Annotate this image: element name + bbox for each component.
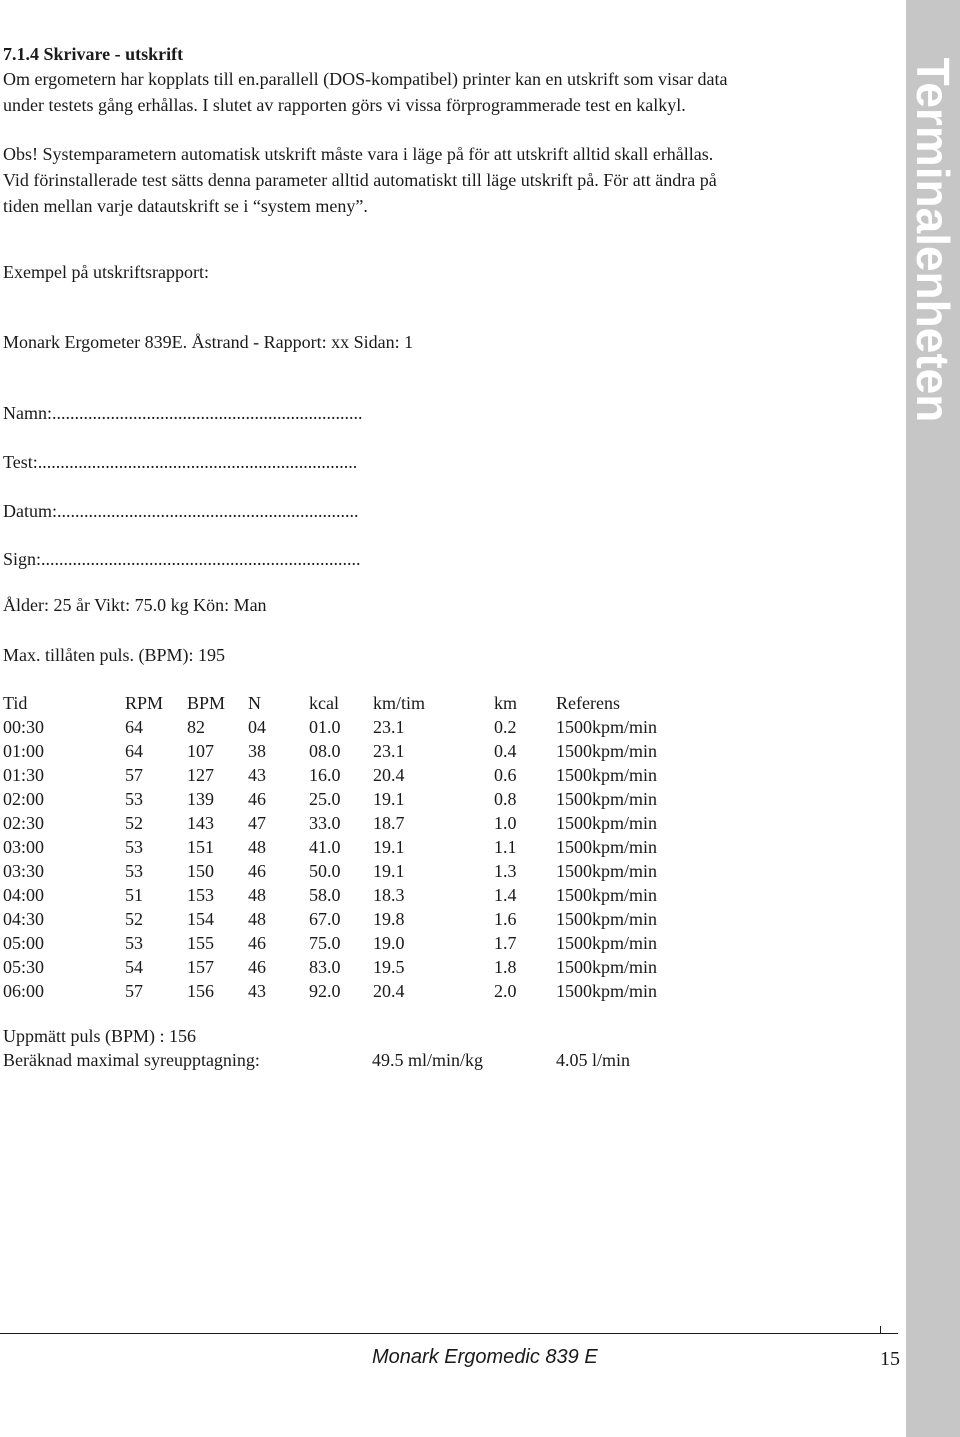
table-cell: 1.7 xyxy=(494,932,517,953)
table-cell: 19.8 xyxy=(373,908,405,929)
table-cell: 41.0 xyxy=(309,836,341,857)
table-cell: 38 xyxy=(248,740,266,761)
table-cell: 1500kpm/min xyxy=(556,908,658,929)
table-cell: 06:00 xyxy=(3,980,45,1001)
intro-line-1: Om ergometern har kopplats till en.parallell (DOS-kompatibel) printer kan en utskrift som visar data xyxy=(3,69,728,89)
column-header: km/tim xyxy=(373,692,426,713)
table-cell: 0.4 xyxy=(494,740,517,761)
table-cell: 0.2 xyxy=(494,716,517,737)
table-cell: 52 xyxy=(125,812,143,833)
note-line-2: Vid förinstallerade test sätts denna parameter alltid automatiskt till läge utskrift på. För att ändra på xyxy=(3,170,717,190)
table-cell: 23.1 xyxy=(373,716,405,737)
table-row xyxy=(3,883,696,907)
table-cell: 23.1 xyxy=(373,740,405,761)
table-cell: 1.3 xyxy=(494,860,517,881)
table-cell: 0.6 xyxy=(494,764,517,785)
table-cell: 43 xyxy=(248,764,266,785)
table-row xyxy=(3,955,696,979)
table-cell: 19.1 xyxy=(373,836,405,857)
table-cell: 1500kpm/min xyxy=(556,884,658,905)
table-cell: 00:30 xyxy=(3,716,45,737)
table-cell: 04:00 xyxy=(3,884,45,905)
table-row xyxy=(3,763,696,787)
table-cell: 01.0 xyxy=(309,716,341,737)
table-cell: 18.3 xyxy=(373,884,405,905)
table-cell: 151 xyxy=(187,836,214,857)
table-cell: 18.7 xyxy=(373,812,405,833)
table-cell: 05:30 xyxy=(3,956,45,977)
table-cell: 57 xyxy=(125,764,143,785)
column-header: Referens xyxy=(556,692,620,713)
vo2-relative: 49.5 ml/min/kg xyxy=(372,1050,484,1070)
field-namn: Namn:..................................................................... xyxy=(3,403,363,423)
table-cell: 19.1 xyxy=(373,788,405,809)
table-cell: 150 xyxy=(187,860,214,881)
table-cell: 33.0 xyxy=(309,812,341,833)
table-row xyxy=(3,715,696,739)
table-cell: 48 xyxy=(248,908,266,929)
table-cell: 25.0 xyxy=(309,788,341,809)
table-cell: 1500kpm/min xyxy=(556,932,658,953)
column-header: BPM xyxy=(187,692,226,713)
table-cell: 157 xyxy=(187,956,214,977)
table-cell: 53 xyxy=(125,836,143,857)
table-cell: 1500kpm/min xyxy=(556,812,658,833)
table-row xyxy=(3,835,696,859)
table-cell: 48 xyxy=(248,836,266,857)
table-cell: 1.1 xyxy=(494,836,517,857)
table-cell: 20.4 xyxy=(373,980,405,1001)
table-row xyxy=(3,811,696,835)
vo2-label: Beräknad maximal syreupptagning: xyxy=(3,1050,260,1070)
table-cell: 64 xyxy=(125,716,143,737)
table-cell: 107 xyxy=(187,740,214,761)
footer-tick xyxy=(880,1326,881,1333)
table-cell: 03:00 xyxy=(3,836,45,857)
table-cell: 1.4 xyxy=(494,884,517,905)
table-cell: 1500kpm/min xyxy=(556,980,658,1001)
table-cell: 143 xyxy=(187,812,214,833)
table-cell: 1500kpm/min xyxy=(556,836,658,857)
table-cell: 19.1 xyxy=(373,860,405,881)
measured-pulse: Uppmätt puls (BPM) : 156 xyxy=(3,1026,197,1046)
note-paragraph xyxy=(3,141,903,219)
table-cell: 05:00 xyxy=(3,932,45,953)
note-line-3: tiden mellan varje datautskrift se i “system meny”. xyxy=(3,196,368,216)
table-cell: 50.0 xyxy=(309,860,341,881)
table-cell: 48 xyxy=(248,884,266,905)
column-header: RPM xyxy=(125,692,164,713)
table-cell: 51 xyxy=(125,884,143,905)
column-header: Tid xyxy=(3,692,28,713)
footer-title: Monark Ergomedic 839 E xyxy=(372,1346,598,1368)
table-cell: 1500kpm/min xyxy=(556,860,658,881)
table-cell: 46 xyxy=(248,788,266,809)
footer-rule xyxy=(0,1333,898,1334)
table-row xyxy=(3,931,696,955)
table-cell: 46 xyxy=(248,860,266,881)
table-cell: 92.0 xyxy=(309,980,341,1001)
column-header: kcal xyxy=(309,692,339,713)
table-header-row xyxy=(3,691,696,715)
table-cell: 1500kpm/min xyxy=(556,956,658,977)
table-cell: 57 xyxy=(125,980,143,1001)
example-label: Exempel på utskriftsrapport: xyxy=(3,262,209,282)
section-title: 7.1.4 Skrivare - utskrift xyxy=(3,44,184,64)
table-cell: 0.8 xyxy=(494,788,517,809)
table-cell: 02:00 xyxy=(3,788,45,809)
table-cell: 156 xyxy=(187,980,214,1001)
table-cell: 1500kpm/min xyxy=(556,716,658,737)
table-cell: 04:30 xyxy=(3,908,45,929)
table-cell: 08.0 xyxy=(309,740,341,761)
table-cell: 53 xyxy=(125,788,143,809)
table-row xyxy=(3,907,696,931)
table-cell: 1500kpm/min xyxy=(556,764,658,785)
table-cell: 53 xyxy=(125,932,143,953)
table-cell: 16.0 xyxy=(309,764,341,785)
table-cell: 58.0 xyxy=(309,884,341,905)
table-cell: 19.0 xyxy=(373,932,405,953)
table-cell: 46 xyxy=(248,956,266,977)
table-row xyxy=(3,739,696,763)
field-datum: Datum:................................................................... xyxy=(3,501,359,521)
table-cell: 1.8 xyxy=(494,956,517,977)
report-table xyxy=(3,691,696,1003)
table-row xyxy=(3,787,696,811)
table-cell: 82 xyxy=(187,716,205,737)
table-cell: 139 xyxy=(187,788,214,809)
table-cell: 46 xyxy=(248,932,266,953)
report-title: Monark Ergometer 839E. Åstrand - Rapport: xx Sidan: 1 xyxy=(3,332,414,352)
intro-line-2: under testets gång erhållas. I slutet av rapporten görs vi vissa förprogrammerade test en kalkyl. xyxy=(3,95,686,115)
table-cell: 43 xyxy=(248,980,266,1001)
table-cell: 19.5 xyxy=(373,956,405,977)
intro-paragraph xyxy=(3,66,903,118)
table-cell: 47 xyxy=(248,812,266,833)
table-cell: 02:30 xyxy=(3,812,45,833)
table-cell: 03:30 xyxy=(3,860,45,881)
field-test: Test:....................................................................... xyxy=(3,452,358,472)
table-row xyxy=(3,979,696,1003)
subject-info: Ålder: 25 år Vikt: 75.0 kg Kön: Man xyxy=(3,595,267,615)
table-cell: 1.0 xyxy=(494,812,517,833)
table-cell: 155 xyxy=(187,932,214,953)
table-cell: 52 xyxy=(125,908,143,929)
table-cell: 1.6 xyxy=(494,908,517,929)
page-number: 15 xyxy=(880,1348,900,1370)
table-cell: 153 xyxy=(187,884,214,905)
table-cell: 20.4 xyxy=(373,764,405,785)
table-cell: 2.0 xyxy=(494,980,517,1001)
column-header: N xyxy=(248,692,261,713)
table-cell: 53 xyxy=(125,860,143,881)
note-line-1: Obs! Systemparametern automatisk utskrift måste vara i läge på för att utskrift alltid skall erhållas. xyxy=(3,144,714,164)
column-header: km xyxy=(494,692,518,713)
max-pulse: Max. tillåten puls. (BPM): 195 xyxy=(3,645,225,665)
vo2-absolute: 4.05 l/min xyxy=(556,1050,631,1070)
table-cell: 83.0 xyxy=(309,956,341,977)
table-cell: 67.0 xyxy=(309,908,341,929)
table-cell: 127 xyxy=(187,764,214,785)
table-row xyxy=(3,859,696,883)
table-cell: 1500kpm/min xyxy=(556,740,658,761)
table-cell: 154 xyxy=(187,908,214,929)
table-cell: 75.0 xyxy=(309,932,341,953)
field-sign: Sign:....................................................................... xyxy=(3,549,361,569)
table-cell: 54 xyxy=(125,956,143,977)
table-cell: 01:30 xyxy=(3,764,45,785)
table-cell: 64 xyxy=(125,740,143,761)
table-cell: 1500kpm/min xyxy=(556,788,658,809)
table-cell: 01:00 xyxy=(3,740,45,761)
side-tab-label: Terminalenheten xyxy=(907,57,959,423)
vo2-summary xyxy=(3,1050,703,1074)
table-cell: 04 xyxy=(248,716,266,737)
